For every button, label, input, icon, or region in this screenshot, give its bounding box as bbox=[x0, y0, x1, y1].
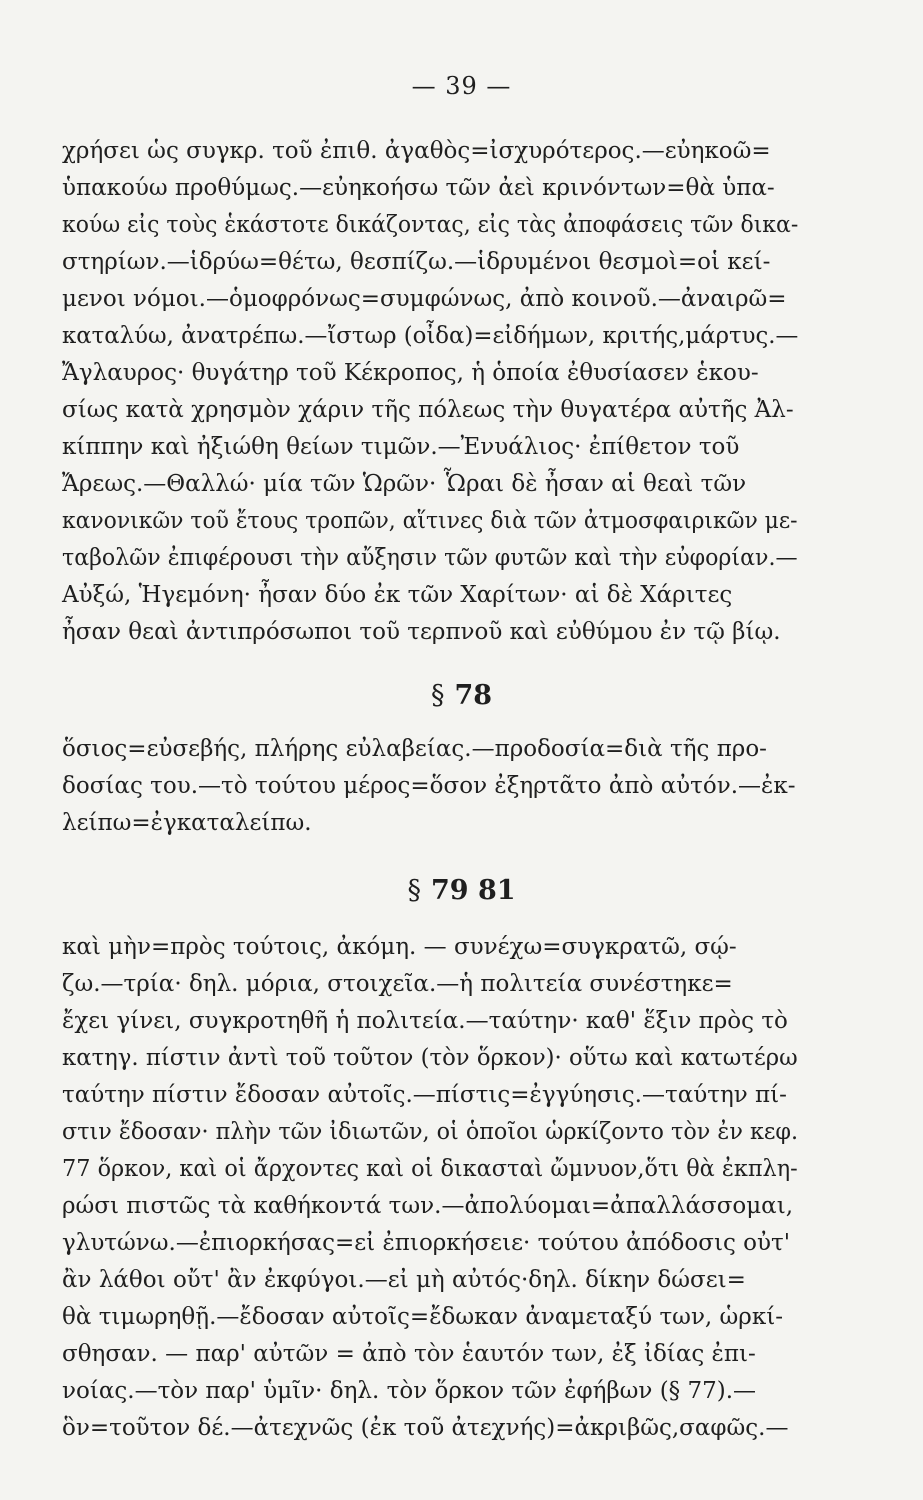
text-line: νοίας.—τὸν παρ' ὑμῖν· δηλ. τὸν ὅρκον τῶν ἐφήβων (§ 77).— bbox=[62, 1378, 757, 1404]
text-line: ὑπακούω προθύμως.—εὐηκοήσω τῶν ἀεὶ κρινόντων=θὰ ὑπα- bbox=[62, 175, 775, 201]
text-line: μενοι νόμοι.—ὁμοφρόνως=συμφώνως, ἀπὸ κοινοῦ.—ἀναιρῶ= bbox=[62, 286, 787, 312]
text-line: στιν ἔδοσαν· πλὴν τῶν ἰδιωτῶν, οἱ ὁποῖοι ὡρκίζοντο τὸν ἐν κεφ. bbox=[62, 1119, 799, 1145]
text-line: ὅσιος=εὐσεβής, πλήρης εὐλαβείας.—προδοσία=διὰ τῆς προ- bbox=[62, 736, 767, 762]
text-line: κατηγ. πίστιν ἀντὶ τοῦ τοῦτον (τὸν ὅρκον)· οὕτω καὶ κατωτέρω bbox=[62, 1045, 798, 1071]
text-line: γλυτώνω.—ἐπιορκήσας=εἰ ἐπιορκήσειε· τούτου ἀπόδοσις οὐτ' bbox=[62, 1230, 791, 1256]
text-line: σθησαν. — παρ' αὐτῶν = ἀπὸ τὸν ἑαυτόν των, ἐξ ἰδίας ἐπι- bbox=[62, 1341, 756, 1367]
section-sign: § bbox=[430, 680, 445, 711]
text-line: ταβολῶν ἐπιφέρουσι τὴν αὔξησιν τῶν φυτῶν καὶ τὴν εὐφορίαν.— bbox=[62, 545, 798, 571]
text-line: Ἄρεως.—Θαλλώ· μία τῶν Ὡρῶν· Ὧραι δὲ ἦσαν αἱ θεαὶ τῶν bbox=[62, 471, 747, 497]
text-line: Ἄγλαυρος· θυγάτηρ τοῦ Κέκροπος, ἡ ὁποία ἐθυσίασεν ἑκου- bbox=[62, 360, 759, 386]
text-line: θὰ τιμωρηθῇ.—ἔδοσαν αὐτοῖς=ἔδωκαν ἀναμεταξύ των, ὡρκί- bbox=[62, 1304, 783, 1330]
text-line: ἂν λάθοι οὔτ' ἂν ἐκφύγοι.—εἰ μὴ αὐτός·δηλ. δίκην δώσει= bbox=[62, 1267, 746, 1293]
section-sign: § bbox=[407, 875, 421, 906]
text-line: ἦσαν θεαὶ ἀντιπρόσωποι τοῦ τερπνοῦ καὶ εὐθύμου ἐν τῷ βίῳ. bbox=[62, 619, 781, 645]
section-heading-79-81 bbox=[0, 875, 923, 906]
text-line: δοσίας του.—τὸ τούτου μέρος=ὅσον ἐξηρτᾶτο ἀπὸ αὐτόν.—ἐκ- bbox=[62, 773, 796, 799]
text-line: κίππην καὶ ἠξιώθη θείων τιμῶν.—Ἐνυάλιος· ἐπίθετον τοῦ bbox=[62, 434, 740, 460]
text-line: κούω εἰς τοὺς ἑκάστοτε δικάζοντας, εἰς τὰς ἀποφάσεις τῶν δικα- bbox=[62, 212, 799, 238]
section-number: 78 bbox=[454, 680, 493, 711]
page-number: — 39 — bbox=[411, 72, 512, 100]
text-line: ζω.—τρία· δηλ. μόρια, στοιχεῖα.—ἡ πολιτεία συνέστηκε= bbox=[62, 971, 733, 997]
text-line: κανονικῶν τοῦ ἔτους τροπῶν, αἵτινες διὰ τῶν ἀτμοσφαιρικῶν με- bbox=[62, 508, 798, 534]
text-line: Αὐξώ, Ἡγεμόνη· ἦσαν δύο ἐκ τῶν Χαρίτων· αἱ δὲ Χάριτες bbox=[62, 582, 733, 608]
section-heading-78 bbox=[0, 680, 923, 711]
text-line: 77 ὅρκον, καὶ οἱ ἄρχοντες καὶ οἱ δικασταὶ ὤμνυον,ὅτι θὰ ἐκπλη- bbox=[62, 1156, 798, 1182]
text-line: σίως κατὰ χρησμὸν χάριν τῆς πόλεως τὴν θυγατέρα αὐτῆς Ἀλ- bbox=[62, 397, 794, 423]
section-number: 79 81 bbox=[430, 875, 516, 906]
text-line: λείπω=ἐγκαταλείπω. bbox=[62, 810, 312, 836]
text-line: στηρίων.—ἱδρύω=θέτω, θεσπίζω.—ἱδρυμένοι θεσμοὶ=οἱ κεί- bbox=[62, 249, 771, 275]
text-line: καὶ μὴν=πρὸς τούτοις, ἀκόμη. — συνέχω=συγκρατῶ, σῴ- bbox=[62, 934, 737, 960]
text-line: χρήσει ὡς συγκρ. τοῦ ἐπιθ. ἀγαθὸς=ἰσχυρότερος.—εὐηκοῶ= bbox=[62, 138, 771, 164]
text-line: καταλύω, ἀνατρέπω.—ἴστωρ (οἶδα)=εἰδήμων, κριτής,μάρτυς.— bbox=[62, 323, 799, 349]
text-line: ρώσι πιστῶς τὰ καθήκοντά των.—ἀπολύομαι=ἀπαλλάσσομαι, bbox=[62, 1193, 794, 1219]
text-line: ἔχει γίνει, συγκροτηθῆ ἡ πολιτεία.—ταύτην· καθ' ἕξιν πρὸς τὸ bbox=[62, 1008, 788, 1034]
text-line: ὃν=τοῦτον δέ.—ἀτεχνῶς (ἐκ τοῦ ἀτεχνής)=ἀκριβῶς,σαφῶς.— bbox=[62, 1415, 789, 1441]
text-line: ταύτην πίστιν ἔδοσαν αὐτοῖς.—πίστις=ἐγγύησις.—ταύτην πί- bbox=[62, 1082, 787, 1108]
